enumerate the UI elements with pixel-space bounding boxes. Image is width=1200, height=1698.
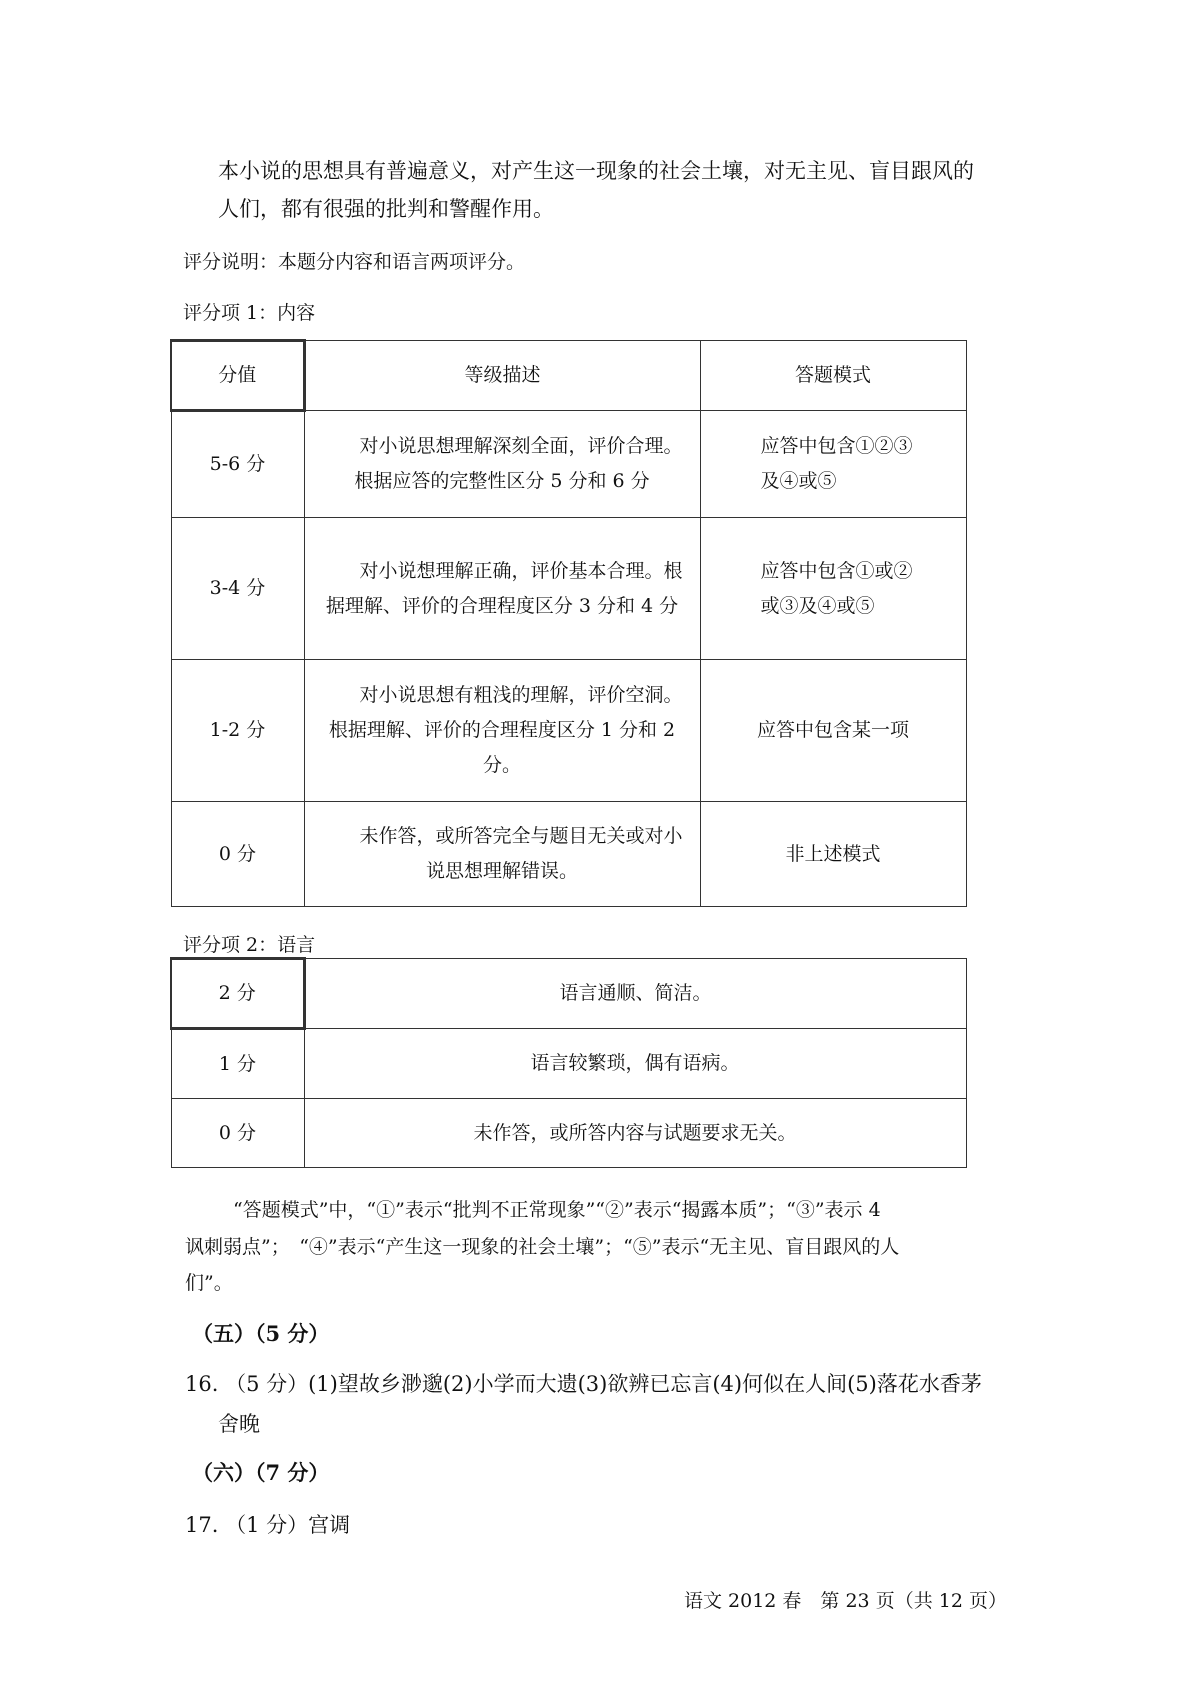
table-row — [171, 1029, 966, 1099]
row-description: 未作答，或所答内容与试题要求无关。 — [304, 1099, 966, 1168]
table-row — [171, 660, 966, 802]
row-description: 对小说想理解正确，评价基本合理。根据理解、评价的合理程度区分 3 分和 4 分 — [304, 518, 700, 660]
language-scoring-table — [170, 957, 967, 1168]
table-header-row — [171, 341, 966, 411]
row-description: 语言较繁琐，偶有语病。 — [304, 1029, 966, 1099]
row-pattern: 应答中包含①②③及④或⑤ — [700, 411, 966, 518]
row-description: 语言通顺、简洁。 — [304, 959, 966, 1029]
row-score: 5-6 分 — [171, 411, 304, 518]
table-row — [171, 518, 966, 660]
section-5-heading: （五）（5 分） — [192, 1321, 330, 1346]
language-section-title: 评分项 2：语言 — [183, 934, 316, 956]
legend-note-line-3: 们”。 — [185, 1272, 233, 1294]
row-description: 对小说思想有粗浅的理解，评价空洞。根据理解、评价的合理程度区分 1 分和 2 分。 — [304, 660, 700, 802]
header-pattern: 答题模式 — [700, 341, 966, 411]
row-score: 0 分 — [171, 1099, 304, 1168]
row-score: 1-2 分 — [171, 660, 304, 802]
table-row — [171, 959, 966, 1029]
header-score: 分值 — [171, 341, 304, 411]
table-row — [171, 1099, 966, 1168]
table-row — [171, 802, 966, 907]
content-section-title: 评分项 1：内容 — [183, 302, 316, 324]
question-16-line-2: 舍晚 — [218, 1412, 260, 1436]
row-pattern: 非上述模式 — [700, 802, 966, 907]
question-16-line-1: 16. （5 分）(1)望故乡渺邈(2)小学而大遗(3)欲辨已忘言(4)何似在人间(5)落花水香茅 — [185, 1372, 982, 1396]
page-footer: 语文 2012 春 第 23 页（共 12 页） — [684, 1590, 1007, 1612]
legend-note-line-1: “答题模式”中，“①”表示“批判不正常现象”“②”表示“揭露本质”；“③”表示 4 — [233, 1199, 881, 1221]
legend-note-line-2: 讽刺弱点”； “④”表示“产生这一现象的社会土壤”；“⑤”表示“无主见、盲目跟风的人 — [185, 1236, 900, 1258]
row-pattern: 应答中包含某一项 — [700, 660, 966, 802]
content-scoring-table — [170, 339, 967, 907]
row-score: 3-4 分 — [171, 518, 304, 660]
row-score: 2 分 — [171, 959, 304, 1029]
row-description: 未作答，或所答完全与题目无关或对小说思想理解错误。 — [304, 802, 700, 907]
header-description: 等级描述 — [304, 341, 700, 411]
question-17: 17. （1 分）宫调 — [185, 1513, 351, 1537]
section-6-heading: （六）（7 分） — [192, 1460, 330, 1485]
row-description: 对小说思想理解深刻全面，评价合理。根据应答的完整性区分 5 分和 6 分 — [304, 411, 700, 518]
row-score: 1 分 — [171, 1029, 304, 1099]
row-score: 0 分 — [171, 802, 304, 907]
row-pattern: 应答中包含①或②或③及④或⑤ — [700, 518, 966, 660]
table-row — [171, 411, 966, 518]
intro-line-1: 本小说的思想具有普遍意义，对产生这一现象的社会土壤，对无主见、盲目跟风的 — [218, 159, 974, 183]
intro-line-2: 人们，都有很强的批判和警醒作用。 — [218, 197, 554, 221]
scoring-note: 评分说明：本题分内容和语言两项评分。 — [183, 251, 526, 273]
